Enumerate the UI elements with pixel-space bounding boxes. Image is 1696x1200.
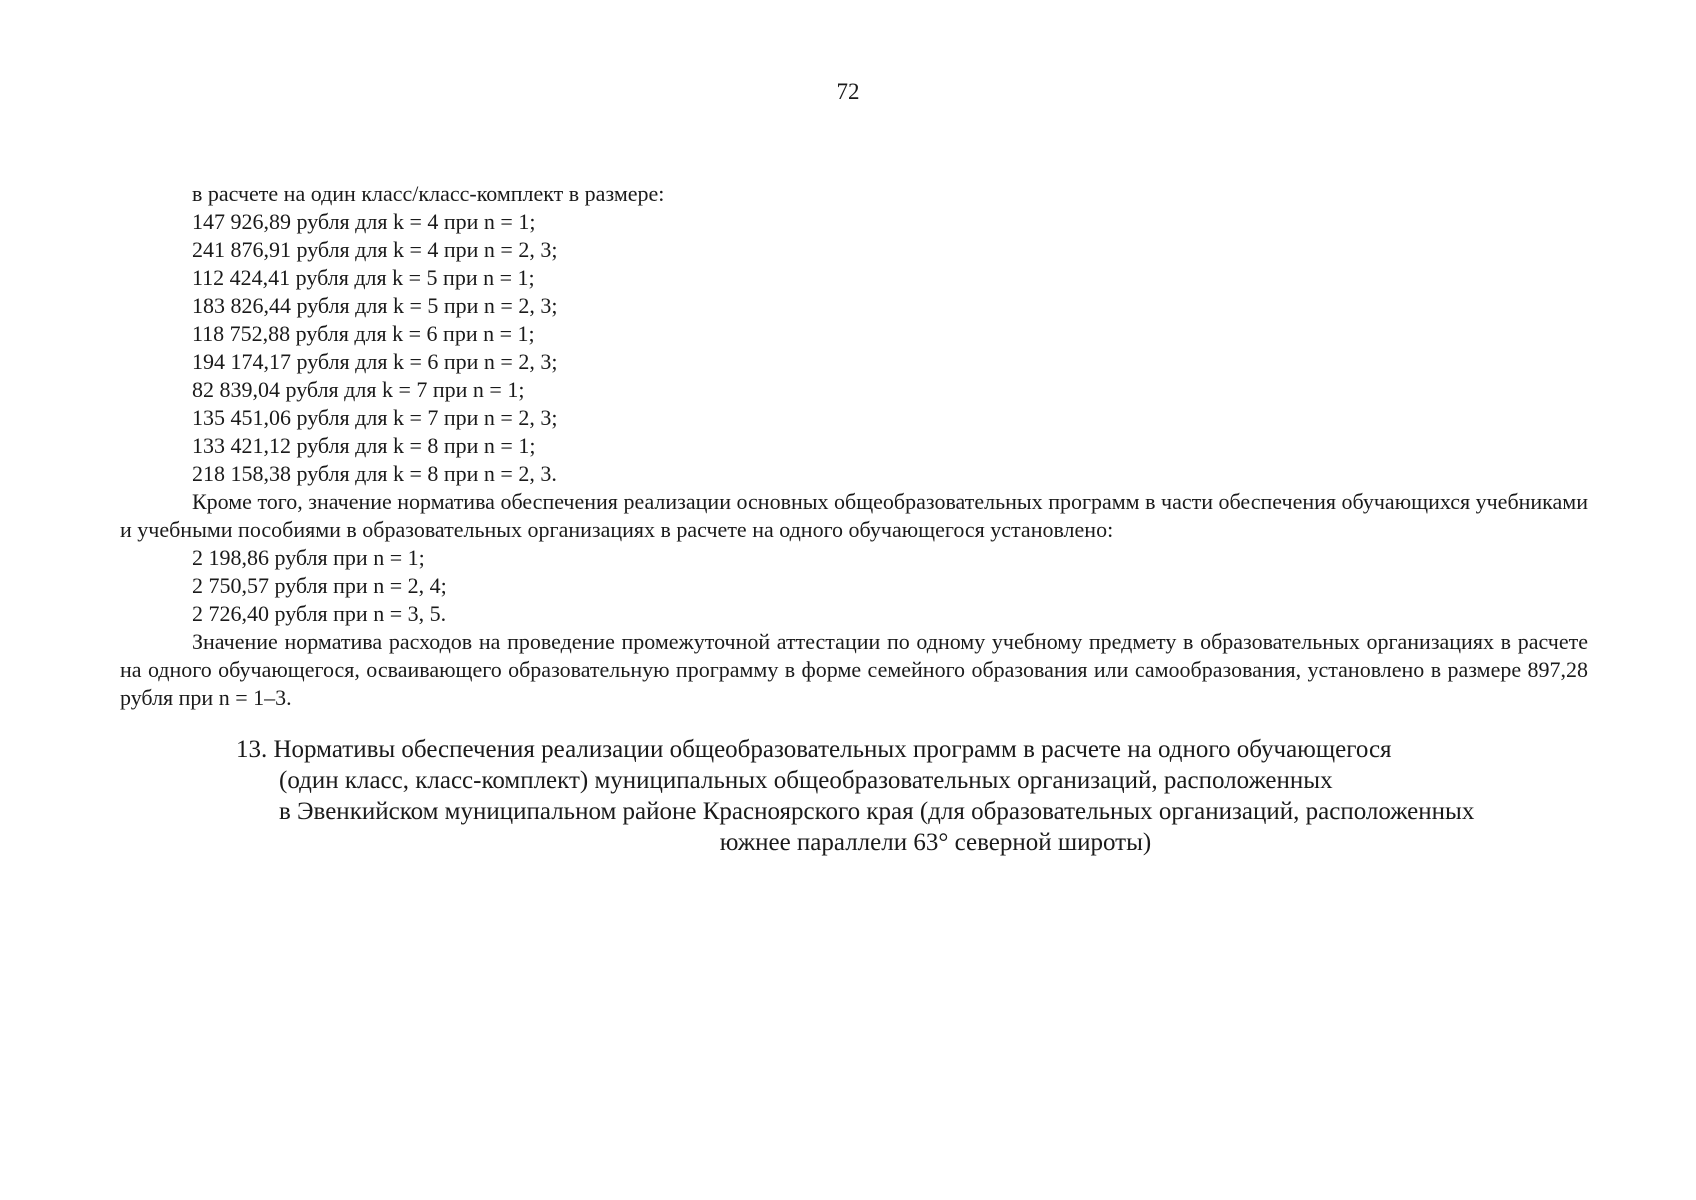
- textbooks-paragraph: Кроме того, значение норматива обеспечения реализации основных общеобразовательных программ в части обеспечения обучающихся учебниками и учебными пособиями в образовательных организациях в расчете на одного обучающегося установлено:: [120, 489, 1588, 542]
- rate-item: 194 174,17 рубля для k = 6 при n = 2, 3;: [192, 349, 558, 374]
- rate-item: 147 926,89 рубля для k = 4 при n = 1;: [192, 209, 536, 234]
- rate-item: 183 826,44 рубля для k = 5 при n = 2, 3;: [192, 293, 558, 318]
- rate-item: 82 839,04 рубля для k = 7 при n = 1;: [192, 377, 525, 402]
- rate-item: 133 421,12 рубля для k = 8 при n = 1;: [192, 433, 536, 458]
- rate-item: 241 876,91 рубля для k = 4 при n = 2, 3;: [192, 237, 558, 262]
- rate-item: 218 158,38 рубля для k = 8 при n = 2, 3.: [192, 461, 557, 486]
- rate-item: 135 451,06 рубля для k = 7 при n = 2, 3;: [192, 405, 558, 430]
- textbooks-rate-item: 2 726,40 рубля при n = 3, 5.: [192, 601, 447, 626]
- section-heading-line: 13. Нормативы обеспечения реализации общеобразовательных программ в расчете на одного обучающегося: [236, 736, 1392, 763]
- rate-item: 118 752,88 рубля для k = 6 при n = 1;: [192, 321, 535, 346]
- rates-list: [192, 208, 557, 488]
- textbooks-rate-item: 2 198,86 рубля при n = 1;: [192, 545, 425, 570]
- section-heading-line: в Эвенкийском муниципальном районе Красноярского края (для образовательных организаций, расположенных: [279, 798, 1475, 825]
- textbooks-rate-item: 2 750,57 рубля при n = 2, 4;: [192, 573, 447, 598]
- section-heading: [236, 734, 1592, 858]
- section-heading-line: южнее параллели 63° северной широты): [719, 829, 1152, 856]
- textbooks-rates-list: [192, 544, 447, 628]
- rate-item: 112 424,41 рубля для k = 5 при n = 1;: [192, 265, 535, 290]
- section-heading-line: (один класс, класс-комплект) муниципальных общеобразовательных организаций, расположенных: [279, 767, 1333, 794]
- attestation-paragraph: Значение норматива расходов на проведение промежуточной аттестации по одному учебному предмету в образовательных организациях в расчете на одного обучающегося, осваивающего образовательную программу в форме семейного образования или самообразования, установлено в размере 897,28 рубля при n = 1–3.: [120, 629, 1588, 710]
- page-number: 72: [836, 79, 860, 104]
- intro-line: в расчете на один класс/класс-комплект в размере:: [192, 181, 665, 206]
